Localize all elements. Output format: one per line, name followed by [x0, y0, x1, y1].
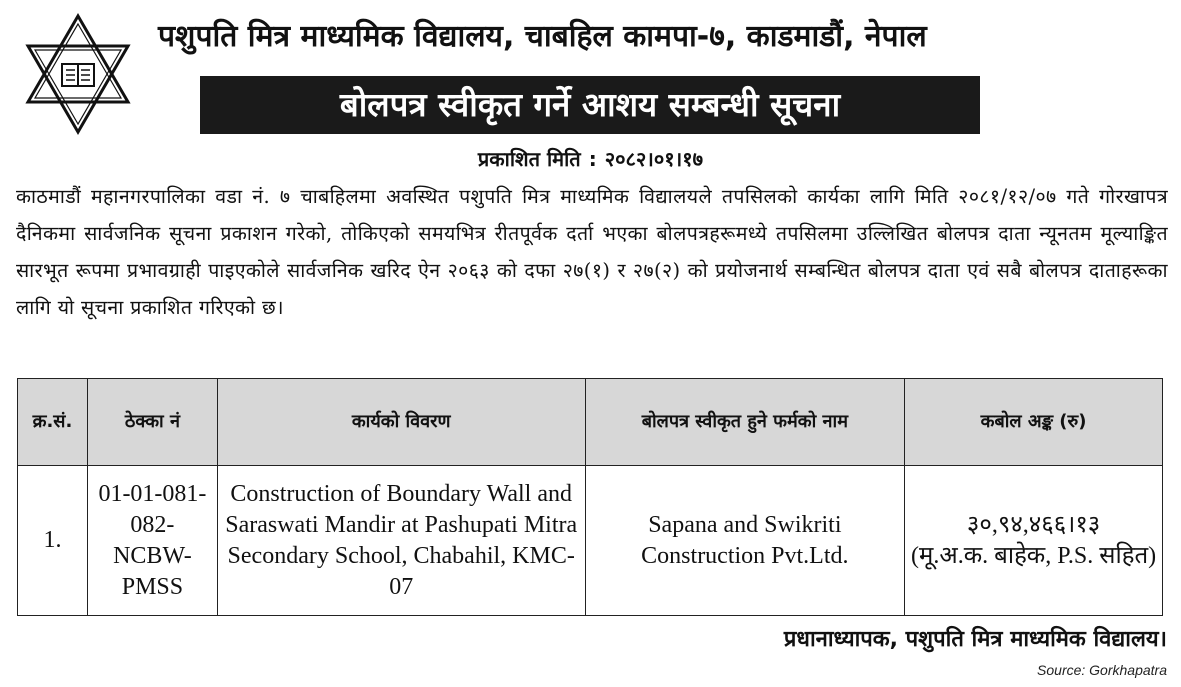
table-header-row — [18, 379, 1163, 466]
cell-bid-amount — [905, 466, 1163, 616]
cell-work-description: Construction of Boundary Wall and Saraswati Mandir at Pashupati Mitra Secondary School, Chabahil, KMC-07 — [217, 466, 585, 616]
source-credit: Source: Gorkhapatra — [1037, 662, 1167, 678]
table-row — [18, 466, 1163, 616]
notice-title-banner: बोलपत्र स्वीकृत गर्ने आशय सम्बन्धी सूचना — [200, 76, 980, 134]
school-emblem-icon — [14, 10, 142, 138]
school-name-heading: पशुपति मित्र माध्यमिक विद्यालय, चाबहिल कामपा-७, काडमाडौं, नेपाल — [158, 19, 927, 54]
header-serial-no: क्र.सं. — [18, 379, 88, 466]
header-bid-amount: कबोल अङ्क (रु) — [905, 379, 1163, 466]
header-work-description: कार्यको विवरण — [217, 379, 585, 466]
signature-line: प्रधानाध्यापक, पशुपति मित्र माध्यमिक विद्यालय। — [783, 627, 1167, 652]
publication-date-label: प्रकाशित मिति — [477, 147, 581, 171]
bid-amount-note: (मू.अ.क. बाहेक, P.S. सहित) — [911, 542, 1157, 569]
publication-date — [0, 144, 1181, 174]
cell-firm-name: Sapana and Swikriti Construction Pvt.Ltd. — [585, 466, 905, 616]
cell-contract-no: 01-01-081-082-NCBW-PMSS — [87, 466, 217, 616]
publication-date-separator: : — [588, 147, 597, 171]
header-firm-name: बोलपत्र स्वीकृत हुने फर्मको नाम — [585, 379, 905, 466]
tender-table — [17, 378, 1163, 616]
publication-date-value: २०८२।०१।१७ — [604, 147, 704, 171]
cell-serial-no: 1. — [18, 466, 88, 616]
bid-amount-value: ३०,९४,४६६।१३ — [966, 511, 1101, 538]
header-contract-no: ठेक्का नं — [87, 379, 217, 466]
notice-body-paragraph: काठमाडौं महानगरपालिका वडा नं. ७ चाबहिलमा अवस्थित पशुपति मित्र माध्यमिक विद्यालयले तपसिलको कार्यका लागि मिति २०८१/१२/०७ गते गोरखापत्र दैनिकमा सार्वजनिक सूचना प्रकाशन गरेको, तोकिएको समयभित्र रीतपूर्वक दर्ता भएका बोलपत्रहरूमध्ये तपसिलमा उल्लिखित बोलपत्र दाता न्यूनतम मूल्याङ्कित सारभूत रूपमा प्रभावग्राही पाइएकोले सार्वजनिक खरिद ऐन २०६३ को दफा २७(१) र २७(२) को प्रयोजनार्थ सम्बन्धित बोलपत्र दाता एवं सबै बोलपत्र दाताहरूका लागि यो सूचना प्रकाशित गरिएको छ। — [16, 185, 1168, 319]
